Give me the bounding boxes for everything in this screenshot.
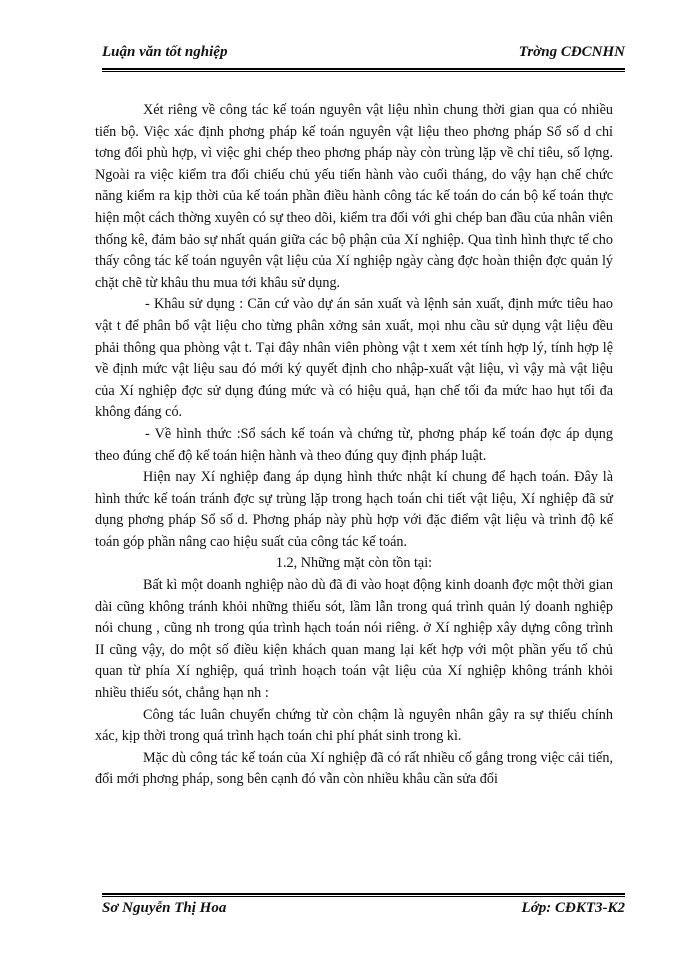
header-rule-thin — [102, 71, 625, 72]
footer-rule — [102, 893, 625, 895]
page-footer — [102, 900, 625, 922]
paragraph-improvement: Mặc dù công tác kế toán của Xí nghiệp đã có rất nhiều cố gắng trong việc cải tiến, đổi mới phơng pháp, song bên cạnh đó vẫn còn nhiều khâu cần sửa đổi — [95, 749, 613, 788]
footer-author: Sơ Nguyễn Thị Hoa — [102, 900, 227, 916]
header-rule — [102, 68, 625, 70]
section-heading: 1.2, Những mặt còn tồn tại: — [275, 555, 433, 572]
paragraph-journal-form: Hiện nay Xí nghiệp đang áp dụng hình thức nhật kí chung để hạch toán. Đây là hình thức kế toán tránh đợc sự trùng lặp trong hạch toán chi tiết vật liệu, Xí nghiệp đã sử dụng phơng pháp Sổ số d. Phơng pháp này phù hợp với đặc điểm vật liệu và trình độ kế toán góp phần nâng cao hiệu suất của công tác kế toán. — [95, 469, 613, 550]
document-body — [95, 100, 613, 791]
page-header — [102, 44, 625, 66]
header-school-name: Trờng CĐCNHN — [518, 44, 625, 60]
paragraph-document-flow: Công tác luân chuyển chứng từ còn chậm là nguyên nhân gây ra sự thiếu chính xác, kịp thời trong quá trình hạch toán chi phí phát sinh trong kì. — [95, 706, 613, 745]
footer-rule-thin — [102, 896, 625, 897]
paragraph-shortcomings: Bất kì một doanh nghiệp nào dù đã đi vào hoạt động kinh doanh đợc một thời gian dài cũng không tránh khỏi những thiếu sót, lầm lẫn trong quá trình quản lý doanh nghiệp nói chung , cũng nh trong qúa trình hạch toán nói riêng. ở Xí nghiệp xây dựng công trình II cũng vậy, do một số điều kiện khách quan mang lại kết hợp với một phần yếu tố chủ quan từ phía Xí nghiệp, quá trình hoạch toán vật liệu của Xí nghiệp không tránh khỏi nhiều thiếu sót, chẳng hạn nh : — [95, 577, 613, 702]
paragraph-usage-stage: - Khâu sử dụng : Căn cứ vào dự án sản xuất và lệnh sản xuất, định mức tiêu hao vật t để phân bổ vật liệu cho từng phân xởng sản xuất, mọi nhu cầu sử dụng vật liệu đều phải thông qua phòng vật t. Tại đây nhân viên phòng vật t xem xét tính hợp lý, tính hợp lệ về định mức vật liệu sau đó mới ký quyết định cho nhập-xuất vật liệu, vì vậy mà vật liệu của Xí nghiệp đợc sử dụng đúng mức và có hiệu quả, hạn chế tối đa mức hao hụt tối đa không đáng có. — [95, 296, 613, 421]
paragraph-material-accounting-overview: Xét riêng về công tác kế toán nguyên vật liệu nhìn chung thời gian qua có nhiều tiến bộ. Việc xác định phơng pháp kế toán nguyên vật liệu theo phơng pháp Sổ số d chỉ tơng đối phù hợp, vì việc ghi chép theo phơng pháp này còn trùng lặp về chỉ tiêu, số lợng. Ngoài ra việc kiểm tra đối chiếu chủ yếu tiến hành vào cuối tháng, do vậy hạn chế chức năng kiểm ra kịp thời của kế toán phần điều hành công tác kế toán do cán bộ kế toán thực hiện một cách thờng xuyên có sự theo dõi, kiểm tra đối với ghi chép ban đầu của nhân viên thống kê, đảm bảo sự nhất quán giữa các bộ phận của Xí nghiệp. Qua tình hình thực tế cho thấy công tác kế toán nguyên vật liệu của Xí nghiệp ngày càng đợc hoàn thiện đợc quản lý chặt chẽ từ khâu thu mua tới khâu sử dụng. — [95, 102, 613, 291]
header-thesis-title: Luận văn tốt nghiệp — [102, 44, 228, 60]
footer-class: Lớp: CĐKT3-K2 — [521, 900, 625, 916]
paragraph-form: - Về hình thức :Sổ sách kế toán và chứng từ, phơng pháp kế toán đợc áp dụng theo đúng chế độ kế toán hiện hành và theo đúng quy định pháp luật. — [95, 425, 613, 464]
